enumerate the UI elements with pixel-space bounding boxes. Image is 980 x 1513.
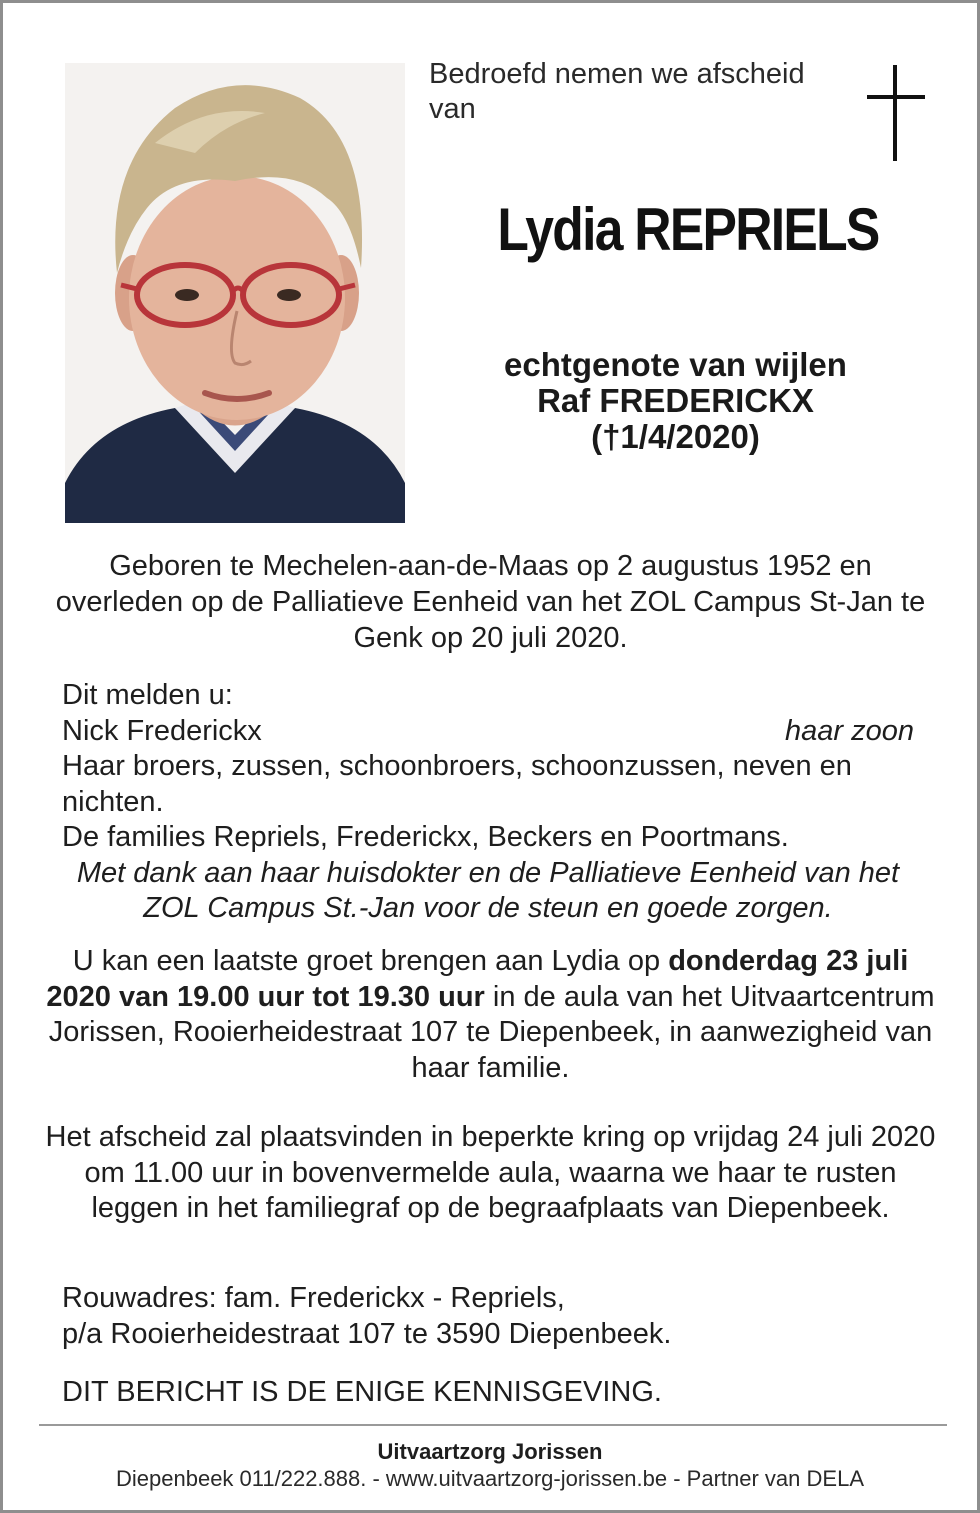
spouse-line-1: echtgenote van wijlen <box>504 346 847 383</box>
son-relation: haar zoon <box>785 714 914 747</box>
funeral-home-name: Uitvaartzorg Jorissen <box>377 1439 603 1464</box>
siblings-text: Haar broers, zussen, schoonbroers, schoonzussen, neven en nichten. <box>62 750 852 818</box>
mourning-address <box>62 1281 922 1352</box>
visitation-before: U kan een laatste groet brengen aan Lydia op <box>72 945 661 977</box>
deceased-name: Lydia REPRIELS <box>497 196 879 263</box>
ceremony-text: Het afscheid zal plaatsvinden in beperkte kring op vrijdag 24 juli 2020 om 11.00 uur in bovenvermelde aula, waarna we haar te rusten leggen in het familiegraf op de begraafplaats van Diepenbeek. <box>45 1121 936 1224</box>
family-intro: Dit melden u: <box>62 679 233 711</box>
spouse-death-date: (†1/4/2020) <box>591 418 760 455</box>
birth-death-text: Geboren te Mechelen-aan-de-Maas op 2 augustus 1952 en overleden op de Palliatieve Eenheid van het ZOL Campus St-Jan te Genk op 20 juli 2020. <box>55 550 926 654</box>
visitation-after: in de aula van het Uitvaartcentrum Jorissen, Rooierheidestraat 107 te Diepenbeek, in aanwezigheid van haar familie. <box>48 980 935 1084</box>
address-line-1: Rouwadres: fam. Frederickx - Repriels, <box>62 1282 565 1314</box>
son-name: Nick Frederickx <box>62 714 262 747</box>
address-line-2: p/a Rooierheidestraat 107 te 3590 Diepenbeek. <box>62 1317 672 1350</box>
visitation-datetime: donderdag 23 juli 2020 van 19.00 uur tot 19.30 uur <box>46 945 909 1013</box>
family-section <box>62 678 914 927</box>
thanks-text: Met dank aan haar huisdokter en de Palliatieve Eenheid van het ZOL Campus St.-Jan voor de steun en goede zorgen. <box>76 856 900 924</box>
son-row <box>62 714 914 750</box>
footer-divider <box>39 1424 947 1426</box>
intro-text: Bedroefd nemen we afscheid van <box>429 58 805 125</box>
families-text: De families Repriels, Frederickx, Beckers en Poortmans. <box>62 821 789 853</box>
portrait-photo <box>65 63 405 523</box>
funeral-home-contact: Diepenbeek 011/222.888. - www.uitvaartzorg-jorissen.be - Partner van DELA <box>116 1466 864 1491</box>
spouse-name: Raf FREDERICKX <box>537 382 814 419</box>
cross-icon <box>867 65 925 161</box>
notice-text: DIT BERICHT IS DE ENIGE KENNISGEVING. <box>62 1376 662 1408</box>
spouse-block <box>433 347 918 455</box>
visitation-text <box>43 944 938 1086</box>
